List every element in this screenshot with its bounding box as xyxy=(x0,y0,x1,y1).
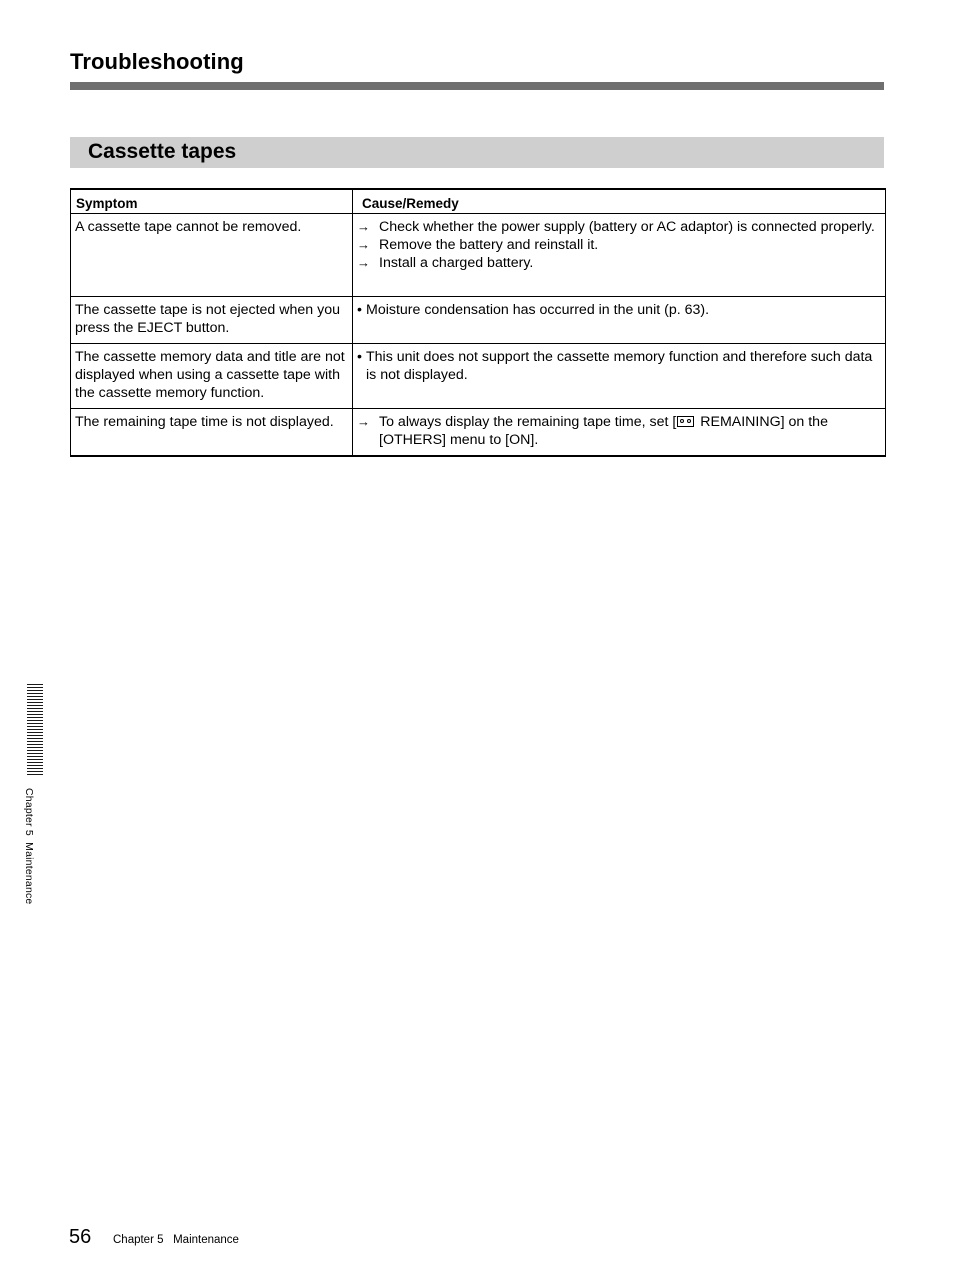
remedy-cell xyxy=(353,409,886,457)
symptom-cell: The cassette memory data and title are not displayed when using a cassette tape with the cassette memory function. xyxy=(71,344,353,409)
remedy-cell xyxy=(353,214,886,297)
title-rule xyxy=(70,82,884,90)
arrow-icon: → xyxy=(357,255,370,270)
arrow-icon: → xyxy=(357,219,370,234)
column-header-symptom: Symptom xyxy=(71,189,353,214)
footer-chapter-label: Chapter 5 Maintenance xyxy=(113,1234,239,1246)
section-title: Cassette tapes xyxy=(88,140,237,163)
side-chapter-label: Chapter 5 Maintenance xyxy=(23,788,35,905)
remedy-text: Check whether the power supply (battery or AC adaptor) is connected properly. xyxy=(379,219,875,235)
symptom-cell: The remaining tape time is not displayed. xyxy=(71,409,353,457)
cause-cell xyxy=(353,344,886,409)
cause-text: This unit does not support the cassette memory function and therefore such data is not displayed. xyxy=(366,349,873,383)
remedy-item xyxy=(357,413,879,449)
remedy-item xyxy=(357,218,879,236)
bullet-icon: • xyxy=(357,302,362,318)
troubleshooting-table xyxy=(70,188,886,457)
cause-cell xyxy=(353,297,886,344)
cause-item xyxy=(357,301,879,319)
symptom-cell: A cassette tape cannot be removed. xyxy=(71,214,353,297)
remedy-text-before-icon: To always display the remaining tape time, set [ xyxy=(379,414,677,430)
remedy-text: Install a charged battery. xyxy=(379,255,534,271)
page-number: 56 xyxy=(69,1226,92,1248)
table-header-row xyxy=(71,189,886,214)
remedy-item xyxy=(357,254,879,272)
chapter-thumb-tab xyxy=(27,684,43,776)
remedy-item xyxy=(357,236,879,254)
column-header-cause-remedy: Cause/Remedy xyxy=(353,189,886,214)
symptom-cell: The cassette tape is not ejected when you press the EJECT button. xyxy=(71,297,353,344)
cause-item xyxy=(357,348,879,384)
remedy-text xyxy=(379,413,879,449)
arrow-icon: → xyxy=(357,414,370,429)
cause-text: Moisture condensation has occurred in the unit (p. 63). xyxy=(366,302,710,318)
table-row xyxy=(71,297,886,344)
table-row xyxy=(71,344,886,409)
arrow-icon: → xyxy=(357,237,370,252)
page-title: Troubleshooting xyxy=(70,49,244,74)
cassette-icon xyxy=(677,416,694,427)
remedy-text: Remove the battery and reinstall it. xyxy=(379,237,599,253)
section-header-bar xyxy=(70,137,884,168)
bullet-icon: • xyxy=(357,349,362,365)
table-row xyxy=(71,214,886,297)
table-row xyxy=(71,409,886,457)
remedy-text-after-icon: REMAINING] on the [OTHERS] menu to [ON]. xyxy=(379,414,828,448)
